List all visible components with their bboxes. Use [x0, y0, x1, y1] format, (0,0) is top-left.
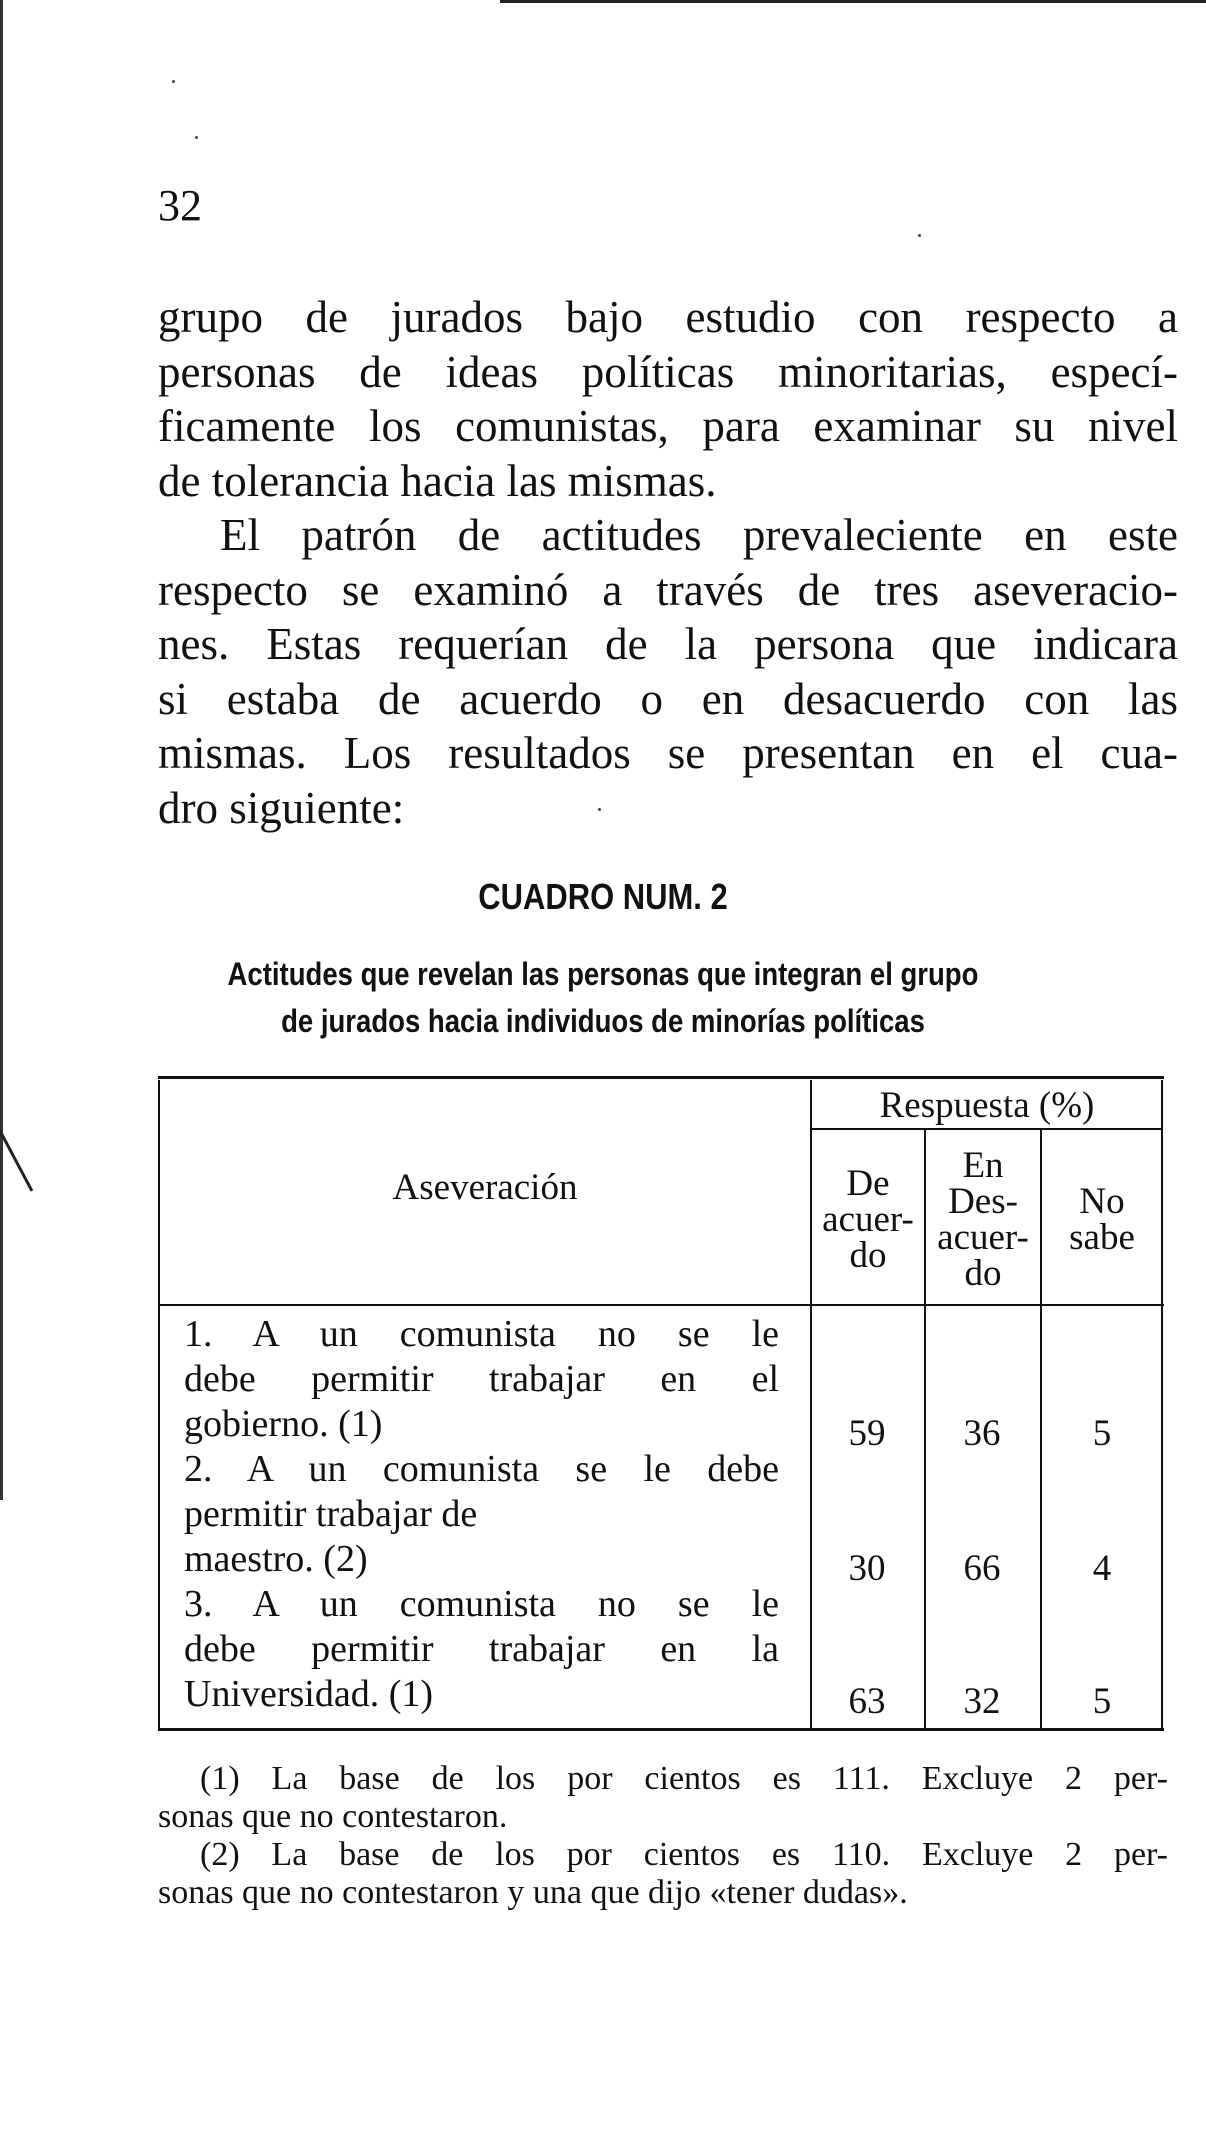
table-header-de-acuerdo	[812, 1163, 924, 1276]
paragraph-line: nes. Estas requerían de la persona que indicara	[158, 619, 1178, 669]
table-row-2-no-sabe: 4	[1092, 1548, 1112, 1589]
table-header-rule	[158, 1304, 1164, 1306]
table-row-2-en-desacuerdo: 66	[963, 1548, 1001, 1589]
row-line: debe permitir trabajar en el	[184, 1358, 779, 1400]
paragraph-line: personas de ideas políticas minoritarias, especí-	[158, 346, 1178, 397]
header-line: De	[846, 1163, 890, 1204]
page-number: 32	[158, 181, 202, 230]
table-row-1-de-acuerdo: 59	[848, 1413, 886, 1454]
paragraph-line: El patrón de actitudes prevaleciente en este	[220, 510, 1178, 560]
paragraph-line: grupo de jurados bajo estudio con respecto a	[158, 292, 1178, 342]
header-line: do	[849, 1235, 887, 1276]
table-row-1-no-sabe: 5	[1092, 1413, 1112, 1454]
table-row-3-de-acuerdo: 63	[848, 1681, 886, 1722]
table-bottom-rule	[158, 1728, 1164, 1731]
paragraph-line: ficamente los comunistas, para examinar su nivel	[158, 401, 1178, 451]
table-right-border	[1161, 1080, 1163, 1728]
row-line: debe permitir trabajar en la	[184, 1628, 779, 1670]
row-line: 1. A un comunista no se le	[184, 1313, 779, 1355]
header-line: sabe	[1069, 1217, 1135, 1258]
footnote-line: (2) La base de los por cientos es 110. Excluye 2 per-	[200, 1836, 1168, 1873]
paragraph-line: dro siguiente:	[158, 782, 405, 833]
row-line: permitir trabajar de	[184, 1493, 478, 1535]
footnote-line: sonas que no contestaron y una que dijo «tener dudas».	[158, 1874, 908, 1911]
table-header-aseveracion: Aseveración	[392, 1167, 578, 1208]
table-header-en-desacuerdo	[926, 1145, 1040, 1294]
table-footnotes	[158, 1760, 1168, 1912]
row-line: gobierno. (1)	[184, 1403, 383, 1445]
scan-speck	[172, 80, 175, 83]
row-line: Universidad. (1)	[184, 1673, 434, 1715]
scan-speck	[918, 234, 921, 237]
paragraph-line: mismas. Los resultados se presentan en el cua-	[158, 728, 1178, 778]
table-row-1-text	[184, 1312, 779, 1447]
table-row-2-de-acuerdo: 30	[848, 1548, 886, 1589]
table-title: CUADRO NUM. 2	[478, 876, 728, 917]
body-paragraph-2	[158, 508, 1178, 835]
table-subtitle-line: de jurados hacia individuos de minorías políticas	[281, 1003, 925, 1039]
header-line: No	[1079, 1181, 1125, 1222]
header-line: acuer-	[822, 1199, 914, 1240]
row-line: maestro. (2)	[184, 1538, 368, 1580]
table-row-3-no-sabe: 5	[1092, 1681, 1112, 1722]
body-paragraph-1	[158, 290, 1178, 508]
footnote-line: sonas que no contestaron.	[158, 1798, 508, 1835]
table-top-rule	[158, 1076, 1164, 1079]
paragraph-line: respecto se examinó a través de tres aseveracio-	[158, 564, 1178, 615]
scan-left-edge	[0, 0, 3, 1500]
header-line: acuer-	[937, 1217, 1029, 1258]
table-row-2-text	[184, 1447, 779, 1582]
table-row-3-text	[184, 1582, 779, 1717]
table-respuesta-rule	[812, 1128, 1162, 1130]
header-line: Des-	[948, 1181, 1018, 1222]
scan-speck	[195, 136, 198, 139]
table-row-3-en-desacuerdo: 32	[963, 1681, 1001, 1722]
footnote-line: (1) La base de los por cientos es 111. Excluye 2 per-	[200, 1760, 1168, 1797]
table-header-no-sabe	[1042, 1181, 1162, 1258]
table-row-1-en-desacuerdo: 36	[963, 1413, 1001, 1454]
scan-edge-mark	[0, 1128, 33, 1191]
row-line: 3. A un comunista no se le	[184, 1583, 779, 1625]
header-line: En	[962, 1145, 1004, 1186]
paragraph-line: de tolerancia hacia las mismas.	[158, 455, 717, 506]
header-line: do	[964, 1253, 1002, 1294]
table-header-respuesta: Respuesta (%)	[879, 1085, 1095, 1126]
table-subtitle-line: Actitudes que revelan las personas que integran el grupo	[227, 956, 979, 992]
scan-top-rule	[500, 0, 1206, 3]
paragraph-line: si estaba de acuerdo o en desacuerdo con las	[158, 673, 1178, 724]
row-line: 2. A un comunista se le debe	[184, 1448, 779, 1490]
